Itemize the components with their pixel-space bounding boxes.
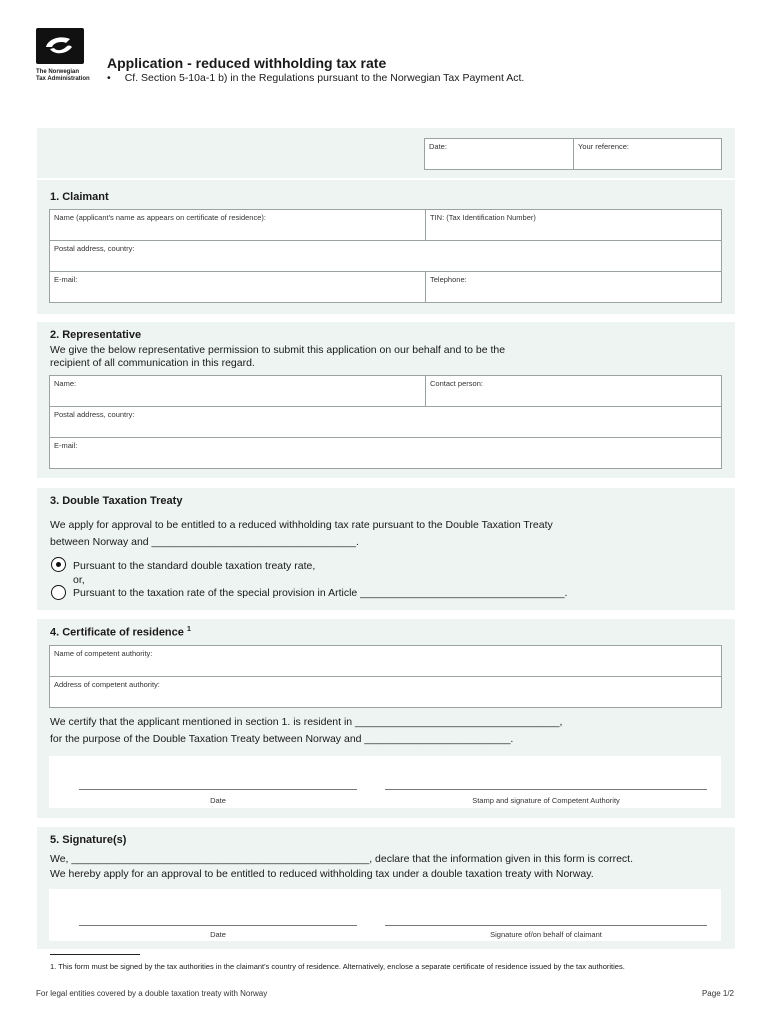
agency-name-line2: Tax Administration <box>36 76 90 82</box>
claimant-telephone-field[interactable] <box>426 272 721 302</box>
agency-name-line1: The Norwegian <box>36 69 80 75</box>
section-claimant <box>37 180 735 314</box>
representative-name-label: Name: <box>54 379 77 388</box>
section4-title-text: 4. Certificate of residence <box>50 626 184 639</box>
section4-text1: We certify that the applicant mentioned in section 1. is resident in ___________________________________, <box>50 716 563 728</box>
stamp-signature-line[interactable] <box>385 789 707 790</box>
footnote: 1. This form must be signed by the tax authorities in the claimant's country of residence. Alternatively, enclose a separate certificate of residence issued by the tax authorities. <box>50 962 625 971</box>
form-title: Application - reduced withholding tax rate <box>107 55 387 71</box>
section-signatures <box>37 827 735 949</box>
claimant-signature-box <box>49 889 721 941</box>
footer-text: For legal entities covered by a double taxation treaty with Norway <box>36 989 268 998</box>
reference-field[interactable] <box>574 139 721 169</box>
section4-text2: for the purpose of the Double Taxation Treaty between Norway and _________________________. <box>50 733 514 745</box>
special-provision-radio[interactable] <box>51 585 66 600</box>
certificate-grid <box>49 645 722 708</box>
claimant-name-label: Name (applicant's name as appears on certificate of residence): <box>54 213 266 222</box>
certificate-date-label: Date <box>210 796 226 805</box>
claimant-signature-label: Signature of/on behalf of claimant <box>490 930 602 939</box>
section3-title: 3. Double Taxation Treaty <box>50 495 183 507</box>
claimant-postal-field[interactable] <box>50 241 721 271</box>
stamp-signature-label: Stamp and signature of Competent Authority <box>472 796 620 805</box>
claimant-date-label: Date <box>210 930 226 939</box>
section4-title <box>50 626 191 639</box>
section5-text2: We hereby apply for an approval to be entitled to reduced withholding tax under a double taxation treaty with Norway. <box>50 868 594 880</box>
form-subtitle <box>107 72 524 84</box>
footnote-divider <box>50 954 140 955</box>
section3-text2-content: between Norway and ___________________________________. <box>50 536 359 548</box>
representative-postal-field[interactable] <box>50 407 721 437</box>
representative-email-label: E-mail: <box>54 441 78 450</box>
or-label: or, <box>73 574 85 586</box>
special-provision-label: Pursuant to the taxation rate of the special provision in Article ___________________________________. <box>73 587 568 599</box>
representative-contact-field[interactable] <box>426 376 721 406</box>
agency-logo-icon <box>42 33 78 59</box>
representative-email-field[interactable] <box>50 438 721 468</box>
claimant-tin-field[interactable] <box>426 210 721 240</box>
section1-title: 1. Claimant <box>50 191 109 203</box>
section-representative <box>37 322 735 478</box>
agency-name <box>36 69 96 83</box>
representative-name-field[interactable] <box>50 376 425 406</box>
claimant-signature-line[interactable] <box>385 925 707 926</box>
section5-text1: We, ___________________________________________________, declare that the information given in this form is correct. <box>50 853 633 865</box>
claimant-grid <box>49 209 722 303</box>
claimant-tin-label: TIN: (Tax Identification Number) <box>430 213 536 222</box>
date-label: Date: <box>429 142 447 151</box>
representative-grid <box>49 375 722 469</box>
page-number: Page 1/2 <box>701 989 734 998</box>
authority-address-field[interactable] <box>50 677 721 707</box>
certificate-signature-box <box>49 756 721 808</box>
section3-text1: We apply for approval to be entitled to a reduced withholding tax rate pursuant to the Double Taxation Treaty <box>50 519 553 531</box>
standard-rate-label: Pursuant to the standard double taxation treaty rate, <box>73 560 316 572</box>
authority-address-label: Address of competent authority: <box>54 680 160 689</box>
authority-name-label: Name of competent authority: <box>54 649 153 658</box>
bullet: • <box>107 72 111 84</box>
representative-postal-label: Postal address, country: <box>54 410 135 419</box>
section2-text2: recipient of all communication in this regard. <box>50 357 255 369</box>
section3-text2[interactable] <box>50 534 359 550</box>
representative-contact-label: Contact person: <box>430 379 483 388</box>
section-treaty <box>37 488 735 610</box>
claimant-email-field[interactable] <box>50 272 425 302</box>
date-reference-panel <box>37 128 735 178</box>
claimant-postal-label: Postal address, country: <box>54 244 135 253</box>
reference-label: Your reference: <box>578 142 630 151</box>
standard-rate-radio[interactable] <box>51 557 66 572</box>
claimant-date-line[interactable] <box>79 925 357 926</box>
section2-title: 2. Representative <box>50 329 142 341</box>
radio-selected-dot <box>56 562 61 567</box>
section2-text1: We give the below representative permission to submit this application on our behalf and to be the <box>50 344 506 356</box>
certificate-date-line[interactable] <box>79 789 357 790</box>
footnote-ref: 1 <box>186 626 191 633</box>
section5-title: 5. Signature(s) <box>50 834 127 846</box>
section-certificate <box>37 619 735 818</box>
claimant-name-field[interactable] <box>50 210 425 240</box>
date-reference-grid <box>424 138 722 170</box>
authority-name-field[interactable] <box>50 646 721 676</box>
agency-logo <box>36 28 84 64</box>
claimant-email-label: E-mail: <box>54 275 78 284</box>
claimant-telephone-label: Telephone: <box>430 275 467 284</box>
subtitle-text: Cf. Section 5-10a-1 b) in the Regulations pursuant to the Norwegian Tax Payment Act. <box>124 72 525 84</box>
date-field[interactable] <box>425 139 573 169</box>
